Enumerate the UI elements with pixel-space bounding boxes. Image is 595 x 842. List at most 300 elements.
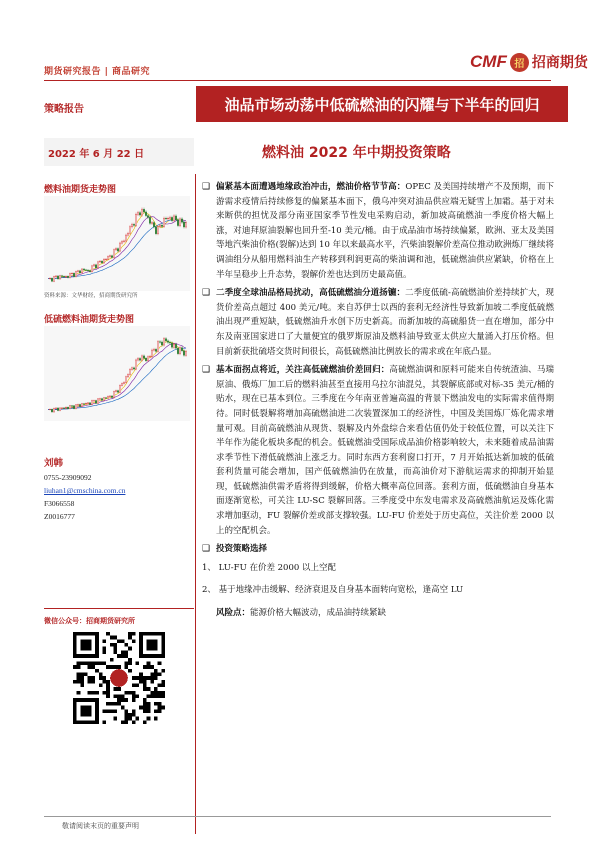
qr-module bbox=[110, 658, 114, 662]
candle-body bbox=[89, 271, 90, 272]
qr-module bbox=[117, 695, 121, 699]
qr-module bbox=[128, 669, 132, 673]
candle-body bbox=[113, 250, 114, 258]
qr-module bbox=[147, 676, 151, 680]
qr-module bbox=[158, 706, 162, 710]
qr-module bbox=[121, 695, 125, 699]
footer-disclaimer: 敬请阅读末页的重要声明 bbox=[62, 822, 139, 830]
qr-module bbox=[113, 717, 117, 721]
wechat-qr-code-icon bbox=[73, 632, 165, 724]
qr-module bbox=[113, 709, 117, 713]
report-banner: 油品市场动荡中低硫燃油的闪耀与下半年的回归 bbox=[196, 86, 568, 122]
qr-module bbox=[113, 647, 117, 651]
qr-module bbox=[143, 665, 147, 669]
candle-body bbox=[57, 276, 58, 279]
qr-module bbox=[113, 665, 117, 669]
qr-module bbox=[143, 706, 147, 710]
candle-body bbox=[83, 269, 84, 270]
qr-module bbox=[95, 661, 99, 665]
candle-body bbox=[97, 262, 98, 268]
qr-module bbox=[136, 695, 140, 699]
qr-module bbox=[147, 665, 151, 669]
report-title: 燃料油 2022 年中期投资策略 bbox=[262, 145, 451, 161]
candle-body bbox=[161, 225, 162, 226]
p2-heading: 二季度全球油品格局扰动，高低硫燃油分道扬镳： bbox=[216, 288, 406, 299]
qr-module bbox=[132, 698, 136, 702]
qr-module bbox=[128, 636, 132, 640]
qr-module bbox=[106, 691, 110, 695]
analyst-contact bbox=[44, 458, 125, 523]
qr-module bbox=[73, 665, 77, 669]
qr-module bbox=[110, 643, 114, 647]
p1-heading: 偏紧基本面遭遇地缘政治冲击，燃油价格节节高： bbox=[216, 182, 406, 192]
candle-body bbox=[95, 265, 96, 268]
candle-body bbox=[99, 399, 100, 400]
candle-body bbox=[145, 212, 146, 216]
qr-module bbox=[125, 713, 129, 717]
qr-module bbox=[95, 691, 99, 695]
qr-module bbox=[132, 709, 136, 713]
qr-module bbox=[128, 658, 132, 662]
qr-module bbox=[102, 661, 106, 665]
qr-module bbox=[158, 695, 162, 699]
qr-module bbox=[136, 684, 140, 688]
qr-module bbox=[106, 680, 110, 684]
candle-body bbox=[129, 227, 130, 233]
candle-body bbox=[173, 216, 174, 221]
qr-module bbox=[77, 680, 81, 684]
logo-cmf-text: CMF bbox=[470, 52, 507, 71]
qr-module bbox=[121, 654, 125, 658]
chart1-source: 资料来源：文华财经，招商期货研究所 bbox=[44, 293, 138, 299]
qr-module bbox=[161, 669, 165, 673]
qr-module bbox=[102, 691, 106, 695]
candle-body bbox=[109, 396, 110, 397]
candle-body bbox=[119, 385, 120, 392]
qr-module bbox=[125, 717, 129, 721]
qr-module bbox=[132, 639, 136, 643]
qr-module bbox=[139, 672, 143, 676]
qr-module bbox=[88, 665, 92, 669]
qr-module bbox=[139, 676, 143, 680]
report-category: 期货研究报告 | 商品研究 bbox=[44, 67, 151, 77]
qr-module bbox=[88, 676, 92, 680]
qr-module bbox=[117, 702, 121, 706]
candle-body bbox=[91, 266, 92, 272]
risk-text: 能源价格大幅波动，成品油持续紧缺 bbox=[250, 608, 387, 619]
analyst-name: 刘韩 bbox=[44, 459, 64, 469]
qr-module bbox=[125, 654, 129, 658]
candle-body bbox=[167, 341, 168, 342]
qr-module bbox=[154, 695, 158, 699]
qr-module bbox=[147, 702, 151, 706]
qr-module bbox=[128, 661, 132, 665]
qr-module bbox=[158, 661, 162, 665]
candle-body bbox=[127, 375, 128, 377]
qr-module bbox=[125, 665, 129, 669]
qr-module bbox=[158, 702, 162, 706]
qr-module bbox=[91, 676, 95, 680]
risk-line bbox=[202, 606, 554, 621]
candle-body bbox=[71, 273, 72, 274]
candle-body bbox=[105, 259, 106, 260]
qr-module bbox=[80, 672, 84, 676]
candle-body bbox=[111, 396, 112, 397]
candle-body bbox=[49, 278, 50, 279]
p3-heading: 基本面拐点将近，关注高低硫燃油价差回归： bbox=[216, 365, 390, 376]
candle-body bbox=[63, 276, 64, 277]
qr-module bbox=[91, 680, 95, 684]
candle-body bbox=[109, 256, 110, 257]
qr-module bbox=[106, 709, 110, 713]
candle-body bbox=[129, 369, 130, 374]
candle-body bbox=[65, 276, 66, 277]
qr-module bbox=[128, 717, 132, 721]
candle-body bbox=[81, 404, 82, 407]
candle-body bbox=[73, 273, 74, 276]
qr-module bbox=[154, 669, 158, 673]
qr-module bbox=[161, 684, 165, 688]
candle-body bbox=[171, 217, 172, 220]
candle-body bbox=[171, 343, 172, 347]
candle-body bbox=[63, 408, 64, 409]
candle-body bbox=[69, 274, 70, 278]
candle-body bbox=[157, 227, 158, 234]
candle-body bbox=[71, 406, 72, 407]
candle-body bbox=[139, 358, 140, 360]
candle-body bbox=[163, 339, 164, 345]
candle-body bbox=[125, 235, 126, 241]
qr-module bbox=[80, 680, 84, 684]
qr-module bbox=[125, 709, 129, 713]
candle-body bbox=[101, 399, 102, 401]
qr-module bbox=[102, 709, 106, 713]
qr-module bbox=[121, 720, 125, 724]
bullet-icon: ❑ bbox=[202, 544, 211, 555]
qr-module bbox=[158, 709, 162, 713]
qr-module bbox=[147, 695, 151, 699]
candle-body bbox=[177, 220, 178, 226]
qr-module bbox=[143, 684, 147, 688]
candle-body bbox=[99, 261, 100, 262]
header-divider bbox=[44, 80, 551, 81]
bullet-icon: ❑ bbox=[202, 365, 211, 376]
qr-module bbox=[88, 691, 92, 695]
candle-body bbox=[163, 218, 164, 226]
qr-module bbox=[125, 650, 129, 654]
qr-module bbox=[158, 684, 162, 688]
candle-body bbox=[133, 368, 134, 369]
qr-module bbox=[150, 691, 154, 695]
qr-finder bbox=[147, 639, 158, 650]
candle-body bbox=[97, 399, 98, 403]
candle-body bbox=[51, 409, 52, 412]
candle-body bbox=[131, 368, 132, 370]
qr-module bbox=[77, 672, 81, 676]
qr-module bbox=[113, 687, 117, 691]
candle-body bbox=[141, 209, 142, 215]
qr-module bbox=[117, 698, 121, 702]
candle-body bbox=[73, 406, 74, 409]
qr-module bbox=[110, 702, 114, 706]
qr-module bbox=[113, 636, 117, 640]
qr-module bbox=[77, 691, 81, 695]
candle-body bbox=[87, 403, 88, 404]
candle-body bbox=[61, 276, 62, 277]
qr-module bbox=[132, 684, 136, 688]
candle-body bbox=[175, 216, 176, 220]
candle-body bbox=[49, 409, 50, 410]
qr-module bbox=[110, 665, 114, 669]
candle-body bbox=[113, 392, 114, 398]
candle-body bbox=[177, 348, 178, 354]
candle-body bbox=[77, 271, 78, 272]
qr-module bbox=[117, 639, 121, 643]
strategy-1: 1、 LU-FU 在价差 2000 以上空配 bbox=[202, 562, 336, 573]
qr-module bbox=[125, 661, 129, 665]
candle-body bbox=[107, 396, 108, 398]
candle-body bbox=[131, 224, 132, 226]
qr-module bbox=[154, 691, 158, 695]
wechat-divider bbox=[44, 608, 194, 609]
qr-module bbox=[136, 661, 140, 665]
candle-body bbox=[111, 256, 112, 258]
qr-module bbox=[102, 647, 106, 651]
qr-module bbox=[147, 717, 151, 721]
qr-module bbox=[102, 680, 106, 684]
candle-body bbox=[175, 344, 176, 348]
qr-module bbox=[154, 702, 158, 706]
qr-module bbox=[99, 661, 103, 665]
qr-module bbox=[106, 632, 110, 636]
qr-module bbox=[80, 676, 84, 680]
candle-body bbox=[91, 401, 92, 405]
analyst-email-link[interactable]: liuhan1@cmschina.com.cn bbox=[44, 486, 126, 495]
qr-module bbox=[147, 706, 151, 710]
qr-module bbox=[154, 687, 158, 691]
candle-body bbox=[147, 216, 148, 218]
candle-body bbox=[183, 351, 184, 355]
qr-module bbox=[154, 676, 158, 680]
candle-body bbox=[93, 401, 94, 402]
qr-module bbox=[139, 680, 143, 684]
qr-module bbox=[132, 676, 136, 680]
candle-body bbox=[141, 356, 142, 360]
qr-module bbox=[136, 676, 140, 680]
qr-module bbox=[80, 684, 84, 688]
candle-body bbox=[93, 265, 94, 266]
candle-body bbox=[145, 358, 146, 360]
qr-module bbox=[121, 706, 125, 710]
candle-body bbox=[75, 405, 76, 409]
candle-body bbox=[85, 270, 86, 271]
qr-module bbox=[161, 691, 165, 695]
section-label: 策略报告 bbox=[44, 104, 84, 115]
qr-module bbox=[117, 654, 121, 658]
candle-body bbox=[67, 407, 68, 408]
qr-module bbox=[73, 680, 77, 684]
candle-body bbox=[125, 377, 126, 383]
qr-module bbox=[99, 676, 103, 680]
qr-module bbox=[113, 695, 117, 699]
candle-body bbox=[83, 404, 84, 405]
qr-module bbox=[99, 672, 103, 676]
qr-module bbox=[161, 695, 165, 699]
candle-body bbox=[169, 342, 170, 343]
qr-module bbox=[147, 687, 151, 691]
qr-module bbox=[88, 680, 92, 684]
main-content bbox=[202, 180, 554, 621]
candle-body bbox=[121, 241, 122, 243]
candle-body bbox=[117, 391, 118, 393]
qr-module bbox=[106, 665, 110, 669]
candle-body bbox=[67, 276, 68, 277]
qr-module bbox=[143, 702, 147, 706]
qr-module bbox=[128, 632, 132, 636]
candle-body bbox=[59, 276, 60, 279]
candle-body bbox=[147, 357, 148, 361]
candle-body bbox=[87, 270, 88, 271]
qr-module bbox=[154, 672, 158, 676]
footer-divider bbox=[44, 816, 551, 817]
strategy-2: 2、 基于地缘冲击缓解、经济衰退及自身基本面转向宽松，逢高空 LU bbox=[202, 585, 464, 596]
qr-module bbox=[154, 717, 158, 721]
candle-body bbox=[135, 360, 136, 369]
candle-body bbox=[55, 408, 56, 409]
candle-body bbox=[117, 249, 118, 251]
candle-body bbox=[79, 404, 80, 406]
qr-module bbox=[128, 691, 132, 695]
candle-body bbox=[149, 356, 150, 357]
candle-body bbox=[103, 398, 104, 400]
qr-module bbox=[102, 639, 106, 643]
qr-module bbox=[132, 691, 136, 695]
qr-module bbox=[102, 720, 106, 724]
candle-body bbox=[157, 342, 158, 352]
qr-module bbox=[113, 643, 117, 647]
candle-body bbox=[155, 349, 156, 351]
candle-body bbox=[153, 349, 154, 350]
qr-module bbox=[150, 665, 154, 669]
qr-module bbox=[132, 713, 136, 717]
wechat-label: 微信公众号：招商期货研究所 bbox=[44, 617, 135, 625]
qr-module bbox=[95, 669, 99, 673]
qr-module bbox=[147, 661, 151, 665]
candle-body bbox=[101, 261, 102, 263]
candle-body bbox=[115, 249, 116, 250]
qr-module bbox=[125, 643, 129, 647]
qr-module bbox=[161, 706, 165, 710]
qr-module bbox=[84, 672, 88, 676]
qr-module bbox=[132, 720, 136, 724]
p2-body: 二季度低硫-高硫燃油价差持续扩大，现货价差高点超过 400 美元/吨。来自苏伊士以西的套利无经济性导致新加坡二季度低硫燃油出现严重短缺，低硫燃油升水创下历史新高。而新加坡的高硫船货一直在增加，部分中东及南亚国家进口了大量便宜的俄罗斯原油及燃料油导致亚太供应大量涌入打压价格。但目前新获批硫塔交货时间很长，高低硫燃油比例放长的需求或在年底凸显。 bbox=[216, 288, 554, 357]
candle-body bbox=[51, 278, 52, 281]
qr-module bbox=[150, 695, 154, 699]
candle-body bbox=[161, 342, 162, 345]
qr-module bbox=[158, 691, 162, 695]
candle-body bbox=[137, 358, 138, 360]
paragraph-3 bbox=[202, 363, 554, 538]
candle-body bbox=[119, 243, 120, 251]
qr-module bbox=[113, 650, 117, 654]
candle-body bbox=[155, 227, 156, 234]
risk-label: 风险点： bbox=[216, 608, 251, 619]
qr-module bbox=[150, 672, 154, 676]
candle-body bbox=[69, 406, 70, 409]
analyst-license-2: Z0016777 bbox=[44, 512, 75, 521]
qr-module bbox=[84, 661, 88, 665]
report-date: 2022 年 6 月 22 日 bbox=[44, 138, 194, 166]
qr-module bbox=[117, 665, 121, 669]
qr-module bbox=[143, 676, 147, 680]
candle-body bbox=[103, 259, 104, 263]
qr-module bbox=[128, 713, 132, 717]
candle-body bbox=[135, 214, 136, 225]
candle-body bbox=[81, 269, 82, 273]
candle-body bbox=[65, 407, 66, 408]
qr-module bbox=[150, 676, 154, 680]
low-sulfur-fuel-oil-futures-chart bbox=[44, 326, 190, 421]
candle-body bbox=[85, 403, 86, 404]
paragraph-4 bbox=[202, 542, 554, 557]
candle-body bbox=[121, 384, 122, 386]
qr-module bbox=[161, 680, 165, 684]
candle-body bbox=[105, 398, 106, 399]
candle-body bbox=[183, 222, 184, 227]
candle-body bbox=[173, 344, 174, 347]
qr-module bbox=[143, 687, 147, 691]
qr-module bbox=[154, 709, 158, 713]
bullet-icon: ❑ bbox=[202, 288, 211, 299]
qr-module bbox=[77, 676, 81, 680]
qr-module bbox=[102, 650, 106, 654]
qr-module bbox=[117, 687, 121, 691]
qr-module bbox=[143, 709, 147, 713]
qr-module bbox=[106, 702, 110, 706]
qr-module bbox=[143, 698, 147, 702]
sidebar-divider bbox=[195, 174, 196, 834]
candle-body bbox=[89, 403, 90, 405]
logo-company-name: 招商期货 bbox=[531, 54, 588, 70]
qr-module bbox=[77, 665, 81, 669]
company-logo bbox=[470, 52, 588, 72]
candle-body bbox=[123, 241, 124, 242]
candle-body bbox=[53, 408, 54, 412]
candle-body bbox=[123, 382, 124, 383]
candle-body bbox=[185, 223, 186, 227]
candle-body bbox=[95, 401, 96, 404]
qr-module bbox=[106, 695, 110, 699]
candle-body bbox=[61, 408, 62, 409]
qr-module bbox=[147, 709, 151, 713]
candle-body bbox=[53, 277, 54, 282]
candle-body bbox=[181, 348, 182, 351]
qr-module bbox=[143, 720, 147, 724]
candle-body bbox=[79, 271, 80, 273]
candle-body bbox=[167, 218, 168, 219]
candle-body bbox=[139, 213, 140, 215]
candle-body bbox=[179, 348, 180, 354]
fuel-oil-futures-chart bbox=[44, 196, 190, 291]
qr-finder bbox=[80, 706, 91, 717]
paragraph-1 bbox=[202, 180, 554, 282]
candle-body bbox=[159, 342, 160, 343]
candle-body bbox=[75, 272, 76, 277]
qr-module bbox=[125, 720, 129, 724]
qr-module bbox=[125, 691, 129, 695]
candle-body bbox=[181, 219, 182, 222]
qr-module bbox=[121, 698, 125, 702]
